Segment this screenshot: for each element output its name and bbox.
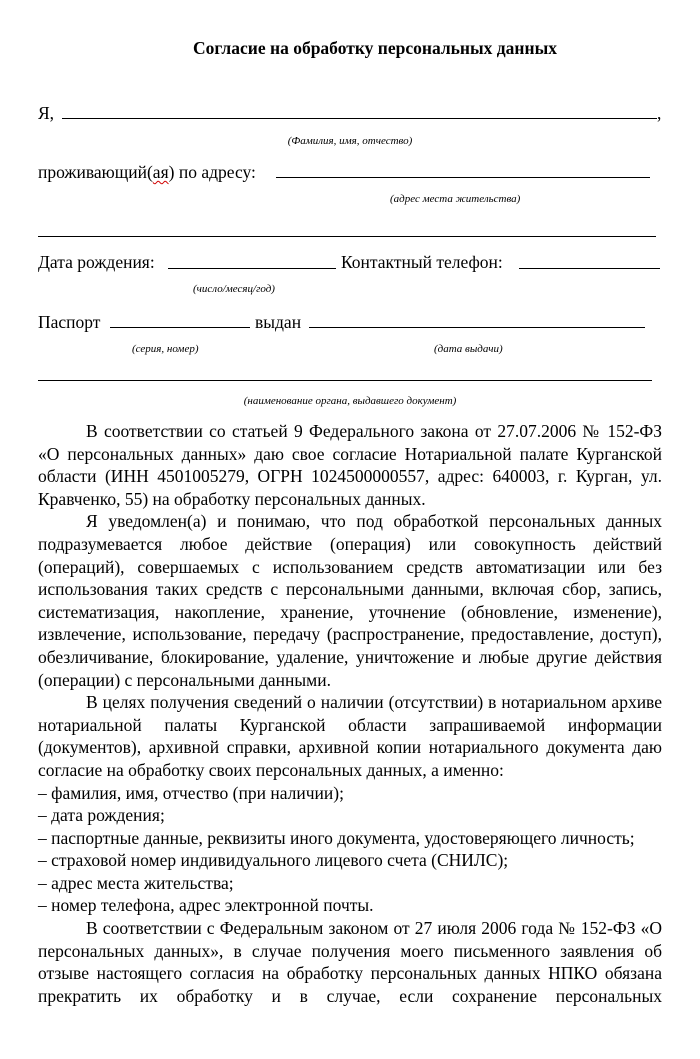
address-field-line[interactable] (276, 177, 650, 178)
address-label-end: ) по адресу: (168, 162, 256, 182)
address-label-start: проживающий( (38, 162, 153, 182)
issuer-field-line[interactable] (38, 380, 652, 381)
paragraph-purpose: В целях получения сведений о наличии (отсутствии) в нотариальном архиве нотариальной палаты Курганской области запрашиваемой информации (документов), архивной справки, архивной копии нотариального документа даю согласие на обработку своих персональных данных, а именно: (38, 692, 662, 780)
address-field-line-2[interactable] (38, 236, 656, 237)
issued-date-field-line[interactable] (309, 327, 645, 328)
birth-date-caption: (число/месяц/год) (193, 283, 275, 295)
list-item: – страховой номер индивидуального лицевого счета (СНИЛС); (38, 850, 509, 871)
list-item: – фамилия, имя, отчество (при наличии); (38, 782, 344, 803)
birth-date-field-line[interactable] (168, 268, 336, 269)
passport-field-line[interactable] (110, 327, 250, 328)
name-prefix: Я, (38, 103, 55, 123)
phone-field-line[interactable] (519, 268, 660, 269)
passport-label: Паспорт (38, 312, 101, 332)
name-field-line[interactable] (62, 118, 657, 119)
address-label (38, 162, 256, 182)
paragraph-withdrawal: В соответствии с Федеральным законом от 27 июля 2006 года № 152-ФЗ «О персональных данных», в случае получения моего письменного заявления об отзыве настоящего согласия на обработку персональных данных НПКО обязана прекратить их обработку и в случае, если сохранение персональных (38, 918, 662, 1006)
paragraph-legal-basis: В соответствии со статьей 9 Федерального закона от 27.07.2006 № 152-ФЗ «О персональных данных» даю свое согласие Нотариальной палате Курганской области (ИНН 4501005279, ОГРН 1024500000557, адрес: 640003, г. Курган, ул. Кравченко, 55) на обработку персональных данных. (38, 421, 662, 509)
paragraph-processing-definition: Я уведомлен(а) и понимаю, что под обработкой персональных данных подразумевается любое действие (операция) или совокупность действий (операций), совершаемых с использованием средств автоматизации или без использования таких средств с персональными данными, включая сбор, запись, систематизация, накопление, хранение, уточнение (обновление, изменение), извлечение, использование, передачу (распространение, предоставление, доступ), обезличивание, блокирование, удаление, уничтожение и любые другие действия (операции) с персональными данными. (38, 511, 662, 690)
list-item: – паспортные данные, реквизиты иного документа, удостоверяющего личность; (38, 827, 635, 848)
phone-label: Контактный телефон: (341, 252, 503, 272)
passport-caption: (серия, номер) (132, 343, 199, 355)
birth-date-label: Дата рождения: (38, 252, 155, 272)
document-title: Согласие на обработку персональных данных (192, 38, 557, 58)
address-label-misspelled: ая (152, 162, 169, 182)
issuer-caption: (наименование органа, выдавшего документ) (243, 395, 457, 407)
list-item: – адрес места жительства; (38, 872, 234, 893)
name-caption: (Фамилия, имя, отчество) (287, 135, 413, 147)
issued-label: выдан (255, 312, 302, 332)
list-item: – дата рождения; (38, 805, 165, 826)
consent-body (38, 420, 662, 1007)
list-item: – номер телефона, адрес электронной почты. (38, 895, 374, 916)
address-caption: (адрес места жительства) (390, 193, 521, 205)
name-suffix: , (657, 103, 662, 123)
issued-date-caption: (дата выдачи) (434, 343, 503, 355)
